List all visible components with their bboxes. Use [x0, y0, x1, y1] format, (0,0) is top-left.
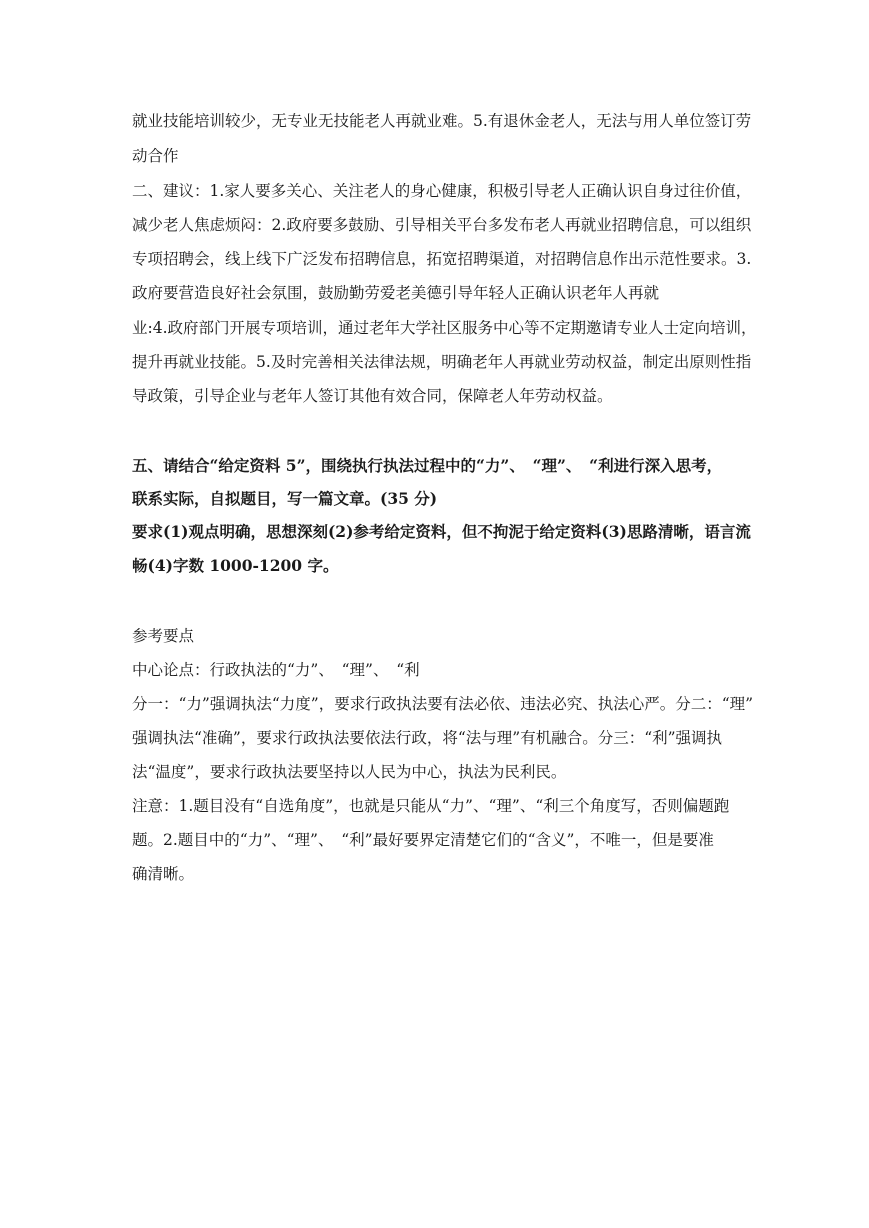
- reference-line: 强调执法“准确”，要求行政执法要依法行政，将“法与理”有机融合。分三：“利”强调执: [132, 729, 723, 747]
- suggestions-line: 专项招聘会，线上线下广泛发布招聘信息，拓宽招聘渠道，对招聘信息作出示范性要求。3.: [132, 250, 752, 268]
- paragraph-line: 动合作: [132, 147, 179, 165]
- reference-heading: 参考要点: [132, 627, 195, 645]
- reference-line: 分一：“力”强调执法“力度”，要求行政执法要有法必依、违法必究、执法心严。分二：“理”: [132, 695, 754, 713]
- suggestions-line: 减少老人焦虑烦闷：2.政府要多鼓励、引导相关平台多发布老人再就业招聘信息，可以组织: [132, 216, 752, 234]
- note-line: 注意：1.题目没有“自选角度”，也就是只能从“力”、“理”、“利三个角度写，否则偏题跑: [132, 797, 730, 815]
- question-requirements-line: 畅(4)字数 1000-1200 字。: [132, 556, 339, 575]
- suggestions-line: 导政策，引导企业与老年人签订其他有效合同，保障老人年劳动权益。: [132, 387, 613, 405]
- question-5-line: 五、请结合“给定资料 5”，围绕执行执法过程中的“力”、 “理”、 “利进行深入思考，: [132, 456, 723, 475]
- question-5-line: 联系实际，自拟题目，写一篇文章。(35 分): [132, 489, 438, 508]
- central-argument-line: 中心论点：行政执法的“力”、 “理”、 “利: [132, 661, 420, 679]
- suggestions-line: 提升再就业技能。5.及时完善相关法律法规，明确老年人再就业劳动权益，制定出原则性指: [132, 353, 752, 371]
- note-line: 题。2.题目中的“力”、“理”、 “利”最好要界定清楚它们的“含义”，不唯一，但是要准: [132, 831, 714, 849]
- suggestions-line: 政府要营造良好社会氛围，鼓励勤劳爱老美德引导年轻人正确认识老年人再就: [132, 284, 660, 302]
- suggestions-line: 二、建议：1.家人要多关心、关注老人的身心健康，积极引导老人正确认识自身过往价值，: [132, 182, 752, 200]
- note-line: 确清晰。: [132, 865, 195, 883]
- suggestions-line: 业:4.政府部门开展专项培训，通过老年大学社区服务中心等不定期邀请专业人士定向培训，: [132, 319, 757, 337]
- reference-line: 法“温度”，要求行政执法要坚持以人民为中心，执法为民利民。: [132, 763, 567, 781]
- question-requirements-line: 要求(1)观点明确，思想深刻(2)参考给定资料，但不拘泥于给定资料(3)思路清晰，语言流: [132, 522, 751, 541]
- paragraph-line: 就业技能培训较少，无专业无技能老人再就业难。5.有退休金老人，无法与用人单位签订劳: [132, 112, 752, 130]
